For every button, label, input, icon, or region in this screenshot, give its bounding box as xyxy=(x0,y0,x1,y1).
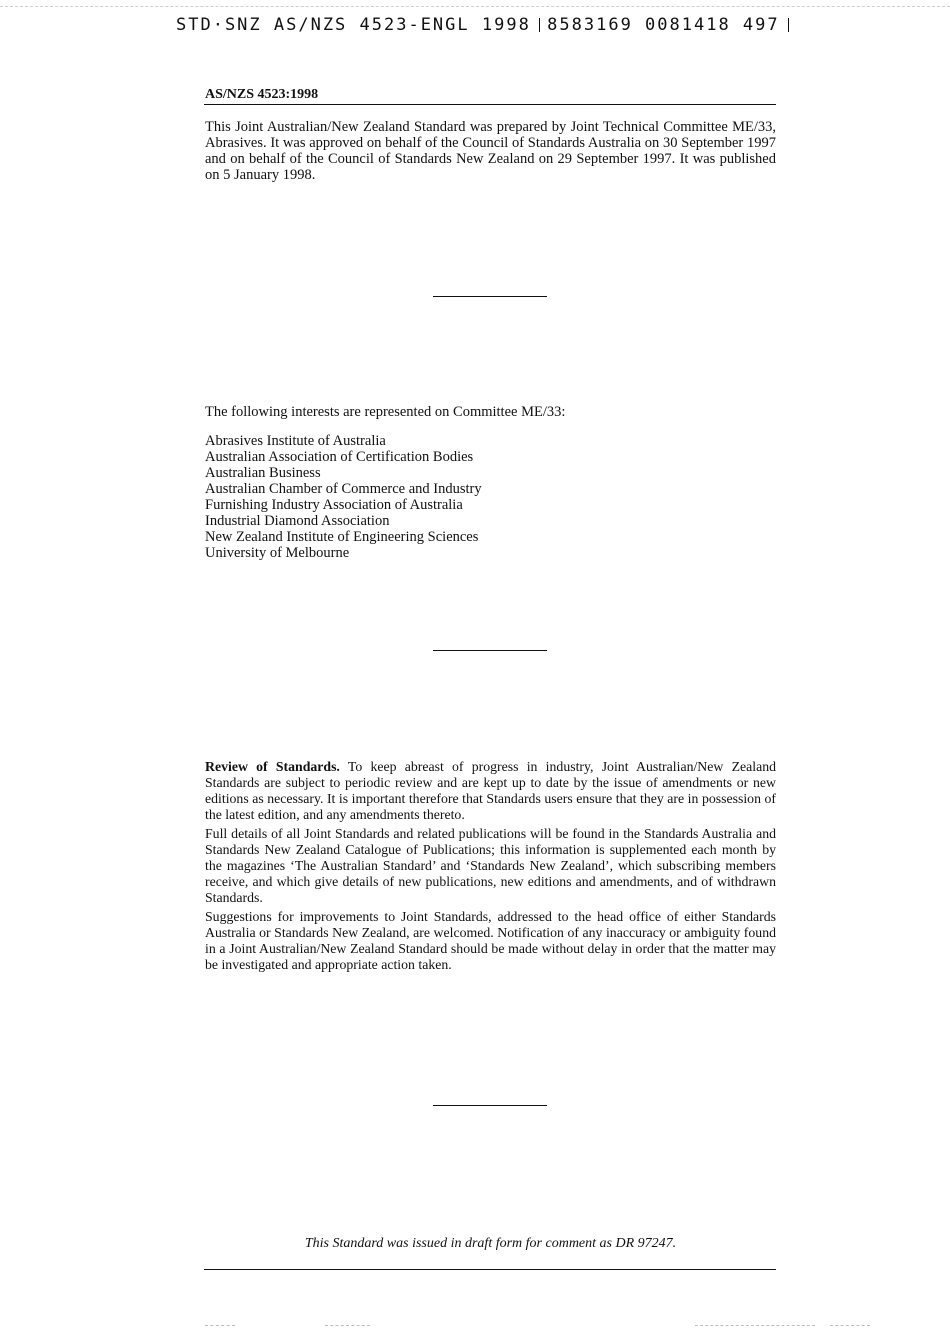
list-item: Abrasives Institute of Australia xyxy=(205,433,386,449)
scan-artifact xyxy=(205,1325,235,1327)
scan-header-code xyxy=(176,15,796,35)
committee-member-list xyxy=(205,433,482,561)
section-separator xyxy=(433,1105,547,1106)
scan-artifact xyxy=(695,1325,815,1327)
list-item: New Zealand Institute of Engineering Sciences xyxy=(205,529,479,545)
section-separator xyxy=(433,650,547,651)
review-of-standards xyxy=(205,759,776,976)
scan-edge-line xyxy=(0,6,950,8)
review-paragraph-3: Suggestions for improvements to Joint Standards, addressed to the head office of either Standards Australia or Standards New Zealand, are welcomed. Notification of any inaccuracy or ambiguity found in a Joint Australian/New Zealand Standard should be made without delay in order that the matter may be investigated and appropriate action taken. xyxy=(205,909,776,972)
preparation-paragraph: This Joint Australian/New Zealand Standard was prepared by Joint Technical Committee ME/33, Abrasives. It was approved on behalf of the Council of Standards Australia on 30 September 1997 and on behalf of the Council of Standards New Zealand on 29 September 1997. It was published on 5 January 1998. xyxy=(205,119,776,183)
scan-artifact xyxy=(325,1325,370,1327)
committee-intro: The following interests are represented on Committee ME/33: xyxy=(205,404,566,420)
review-paragraph-1 xyxy=(205,759,776,823)
section-separator xyxy=(433,296,547,297)
review-text-1: To keep abreast of progress in industry, Joint Australian/New Zealand Standards are subject to periodic review and are kept up to date by the issue of amendments or new editions as necessary. It is important therefore that Standards users ensure that they are in possession of the latest edition, and any amendments thereto. xyxy=(205,759,777,822)
list-item: Australian Business xyxy=(205,465,321,481)
scan-code-left: STD·SNZ AS/NZS 4523-ENGL 1998 xyxy=(176,15,531,35)
scan-artifact xyxy=(830,1325,870,1327)
document-id: AS/NZS 4523:1998 xyxy=(205,87,319,102)
scan-code-right: 8583169 0081418 497 xyxy=(547,15,780,35)
footer-rule xyxy=(204,1269,776,1270)
list-item: University of Melbourne xyxy=(205,545,350,561)
list-item: Australian Chamber of Commerce and Industry xyxy=(205,481,482,497)
list-item: Australian Association of Certification Bodies xyxy=(205,449,474,465)
list-item: Furnishing Industry Association of Australia xyxy=(205,497,463,513)
list-item: Industrial Diamond Association xyxy=(205,513,390,529)
header-rule xyxy=(204,104,776,105)
review-heading: Review of Standards. xyxy=(205,759,340,774)
review-paragraph-2: Full details of all Joint Standards and related publications will be found in the Standards Australia and Standards New Zealand Catalogue of Publications; this information is supplemented each month by the magazines ‘The Australian Standard’ and ‘Standards New Zealand’, which subscribing members receive, and which give details of new publications, new editions and amendments, and of withdrawn Standards. xyxy=(205,826,776,905)
draft-note: This Standard was issued in draft form for comment as DR 97247. xyxy=(304,1236,677,1251)
